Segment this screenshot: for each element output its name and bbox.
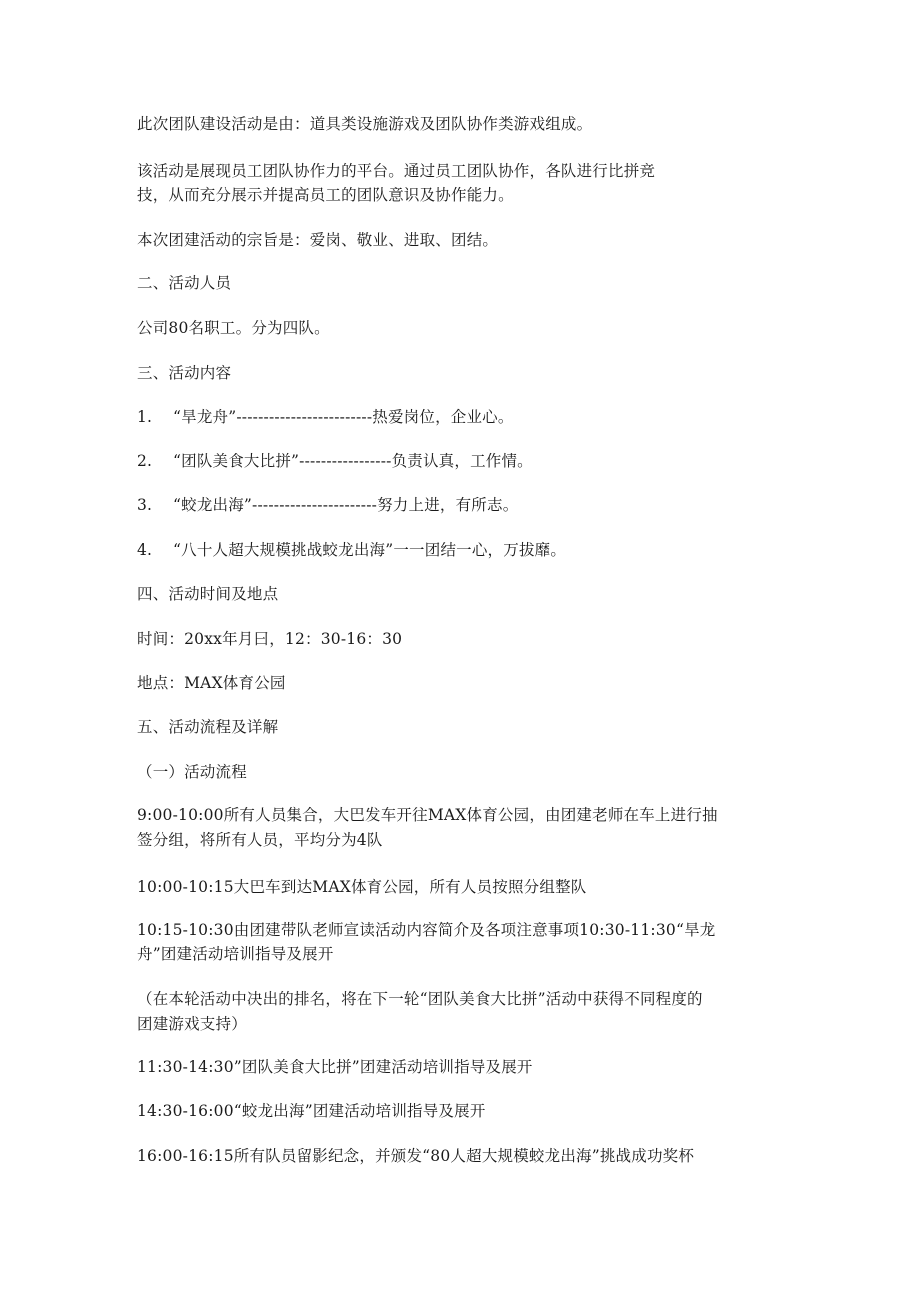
paragraph-activity-tenet: 本次团建活动的宗旨是：爱岗、敬业、进取、团结。 — [137, 231, 499, 249]
section-heading-content: 三、活动内容 — [137, 364, 232, 382]
section-heading-time-place: 四、活动时间及地点 — [137, 585, 279, 603]
list-item-text: “团队美食大比拼”-----------------负责认真，工作情。 — [173, 452, 533, 470]
content-list-item — [137, 450, 533, 472]
content-list-item — [137, 539, 566, 561]
flow-step-note: （在本轮活动中决出的排名，将在下一轮“团队美食大比拼”活动中获得不同程度的 — [137, 990, 703, 1008]
flow-step-line: 9:00-10:00所有人员集合，大巴发车开往MAX体育公园，由团建老师在车上进行抽 — [137, 806, 718, 824]
flow-step-line: 10:00-10:15大巴车到达MAX体育公园，所有人员按照分组整队 — [137, 878, 587, 896]
list-item-number: 2. — [137, 452, 153, 470]
paragraph-activity-composition: 此次团队建设活动是由：道具类设施游戏及团队协作类游戏组成。 — [137, 115, 593, 133]
flow-step-note: 团建游戏支持） — [137, 1015, 247, 1033]
flow-step-line: 16:00-16:15所有队员留影纪念，并颁发“80人超大规模蛟龙出海”挑战成功奖杯 — [137, 1147, 695, 1165]
paragraph-activity-purpose-line1: 该活动是展现员工团队协作力的平台。通过员工团队协作，各队进行比拼竞 — [137, 162, 656, 180]
participants-text: 公司80名职工。分为四队。 — [137, 319, 330, 337]
content-list-item — [137, 406, 514, 428]
list-item-text: “蛟龙出海”-----------------------努力上进，有所志。 — [173, 496, 519, 514]
flow-step-line: 签分组，将所有人员，平均分为4队 — [137, 831, 383, 849]
flow-step-line: 11:30-14:30”团队美食大比拼”团建活动培训指导及展开 — [137, 1058, 533, 1076]
flow-step-line: 14:30-16:00“蛟龙出海”团建活动培训指导及展开 — [137, 1102, 486, 1120]
list-item-text: “旱龙舟”-------------------------热爱岗位，企业心。 — [173, 408, 514, 426]
list-item-text: “八十人超大规模挑战蛟龙出海”一一团结一心，万拔靡。 — [173, 541, 567, 559]
subsection-heading-flow: （一）活动流程 — [137, 763, 247, 781]
flow-step-line: 舟”团建活动培训指导及展开 — [137, 945, 334, 963]
flow-step-line: 10:15-10:30由团建带队老师宣读活动内容简介及各项注意事项10:30-11:30“旱龙 — [137, 921, 716, 939]
section-heading-participants: 二、活动人员 — [137, 274, 232, 292]
section-heading-flow: 五、活动流程及详解 — [137, 718, 279, 736]
activity-place: 地点：MAX体育公园 — [137, 674, 286, 692]
activity-time: 时间：20xx年月曰，12：30-16：30 — [137, 630, 403, 648]
list-item-number: 1. — [137, 408, 153, 426]
list-item-number: 3. — [137, 496, 153, 514]
content-list-item — [137, 494, 518, 516]
paragraph-activity-purpose-line2: 技，从而充分展示并提高员工的团队意识及协作能力。 — [137, 186, 514, 204]
list-item-number: 4. — [137, 541, 153, 559]
